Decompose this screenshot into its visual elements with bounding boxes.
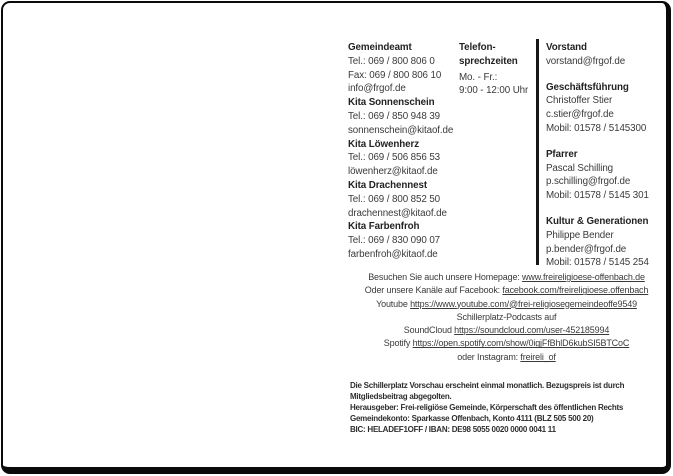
link-prefix: oder Instagram:	[457, 351, 521, 362]
office-hours-time: 9:00 - 12:00 Uhr	[459, 85, 529, 97]
contact-line-phone: Tel.: 069 / 800 852 50	[348, 193, 441, 205]
contact-line-email: löwenherz@kitaof.de	[348, 166, 438, 178]
contact-line-email: vorstand@frgof.de	[546, 55, 626, 67]
imprint-line: Gemeindekonto: Sparkasse Offenbach, Konto 4111 (BLZ 505 500 20)	[350, 413, 594, 423]
contact-line-name: Pascal Schilling	[546, 162, 614, 174]
contact-line-mobile: Mobil: 01578 / 5145300	[546, 122, 647, 134]
soundcloud-link[interactable]: https://soundcloud.com/user-452185994	[454, 325, 610, 336]
link-prefix: SoundCloud	[403, 325, 455, 336]
link-line-soundcloud	[340, 324, 673, 337]
imprint-line: Herausgeber: Frei-religiöse Gemeinde, Körperschaft des öffentlichen Rechts	[350, 402, 624, 412]
link-line-podcasts	[340, 311, 673, 324]
link-prefix: Spotify	[383, 338, 413, 349]
contact-line-email: p.schilling@frgof.de	[546, 176, 631, 188]
contact-line-fax: Fax: 069 / 800 806 10	[348, 69, 442, 81]
link-line-homepage	[340, 271, 673, 284]
imprint-section	[350, 381, 645, 436]
contact-block-kultur-generationen	[546, 215, 670, 270]
contact-line-phone: Tel.: 069 / 830 090 07	[348, 235, 441, 247]
contact-line-name: Philippe Bender	[546, 229, 614, 241]
contact-block-pfarrer	[546, 148, 670, 203]
contact-heading: Kita Farbenfroh	[348, 221, 420, 233]
link-line-facebook	[340, 284, 673, 297]
contact-block-kita-loewenherz	[348, 138, 460, 179]
contact-block-kita-farbenfroh	[348, 220, 460, 261]
youtube-link[interactable]: https://www.youtube.com/@frei-religiosegemeindeoffe9549	[410, 298, 637, 309]
contact-heading: Pfarrer	[546, 148, 578, 160]
link-prefix: Oder unsere Kanäle auf Facebook:	[364, 285, 503, 296]
link-line-youtube	[340, 298, 673, 311]
imprint-line: BIC: HELADEF1OFF / IBAN: DE98 5055 0020 0000 0041 11	[350, 424, 556, 434]
contact-column-telefonsprechzeiten	[459, 41, 537, 98]
link-prefix: Youtube	[376, 298, 411, 309]
contact-line-phone: Tel.: 069 / 800 806 0	[348, 55, 435, 67]
office-hours-days: Mo. - Fr.:	[459, 71, 498, 83]
contact-line-email: drachennest@kitaof.de	[348, 207, 447, 219]
contact-block-gemeindeamt	[348, 41, 460, 96]
contact-block-vorstand	[546, 41, 670, 69]
contact-heading: Telefon-	[459, 42, 496, 53]
contact-heading: Kita Sonnenschein	[348, 97, 435, 109]
contact-line-email: info@frgof.de	[348, 83, 406, 95]
contact-block-kita-sonnenschein	[348, 96, 460, 137]
links-section	[340, 271, 673, 364]
contact-column-gemeindeamt	[348, 41, 460, 262]
contact-heading: sprechzeiten	[459, 55, 518, 67]
spotify-link[interactable]: https://open.spotify.com/show/0igjFfBhlD6kubSI5BTCoC	[412, 338, 630, 349]
contact-heading: Kultur & Generationen	[546, 215, 649, 227]
contact-block-kita-drachennest	[348, 179, 460, 220]
contact-heading: Gemeindeamt	[348, 42, 412, 53]
contact-line-mobile: Mobil: 01578 / 5145 301	[546, 190, 649, 202]
homepage-link[interactable]: www.freireligioese-offenbach.de	[522, 272, 645, 282]
contact-line-email: c.stier@frgof.de	[546, 109, 614, 121]
contact-line-email: p.bender@frgof.de	[546, 243, 627, 255]
contact-heading: Kita Löwenherz	[348, 138, 419, 150]
contact-line-phone: Tel.: 069 / 506 856 53	[348, 152, 441, 164]
link-line-instagram	[340, 351, 673, 364]
contact-heading: Vorstand	[546, 42, 587, 53]
link-prefix: Besuchen Sie auch unsere Homepage:	[368, 272, 523, 282]
link-prefix: Schillerplatz-Podcasts auf	[456, 311, 557, 322]
link-line-spotify	[340, 337, 673, 350]
instagram-link[interactable]: freireli_of	[520, 351, 556, 362]
contact-line-mobile: Mobil: 01578 / 5145 254	[546, 257, 649, 269]
column-divider-line	[536, 39, 539, 265]
contact-column-vorstand	[546, 41, 670, 282]
contact-block-geschaeftsfuehrung	[546, 81, 670, 136]
contact-line-name: Christoffer Stier	[546, 95, 613, 107]
contact-line-phone: Tel.: 069 / 850 948 39	[348, 110, 441, 122]
contact-heading: Geschäftsführung	[546, 81, 629, 93]
contact-heading: Kita Drachennest	[348, 179, 427, 191]
imprint-line: Mitgliedsbeitrag abgegolten.	[350, 391, 452, 401]
facebook-link[interactable]: facebook.com/freireligioese.offenbach	[502, 285, 649, 296]
contact-line-email: sonnenschein@kitaof.de	[348, 124, 454, 136]
imprint-line: Die Schillerplatz Vorschau erscheint einmal monatlich. Bezugspreis ist durch	[350, 381, 625, 390]
contact-line-email: farbenfroh@kitaof.de	[348, 248, 438, 260]
